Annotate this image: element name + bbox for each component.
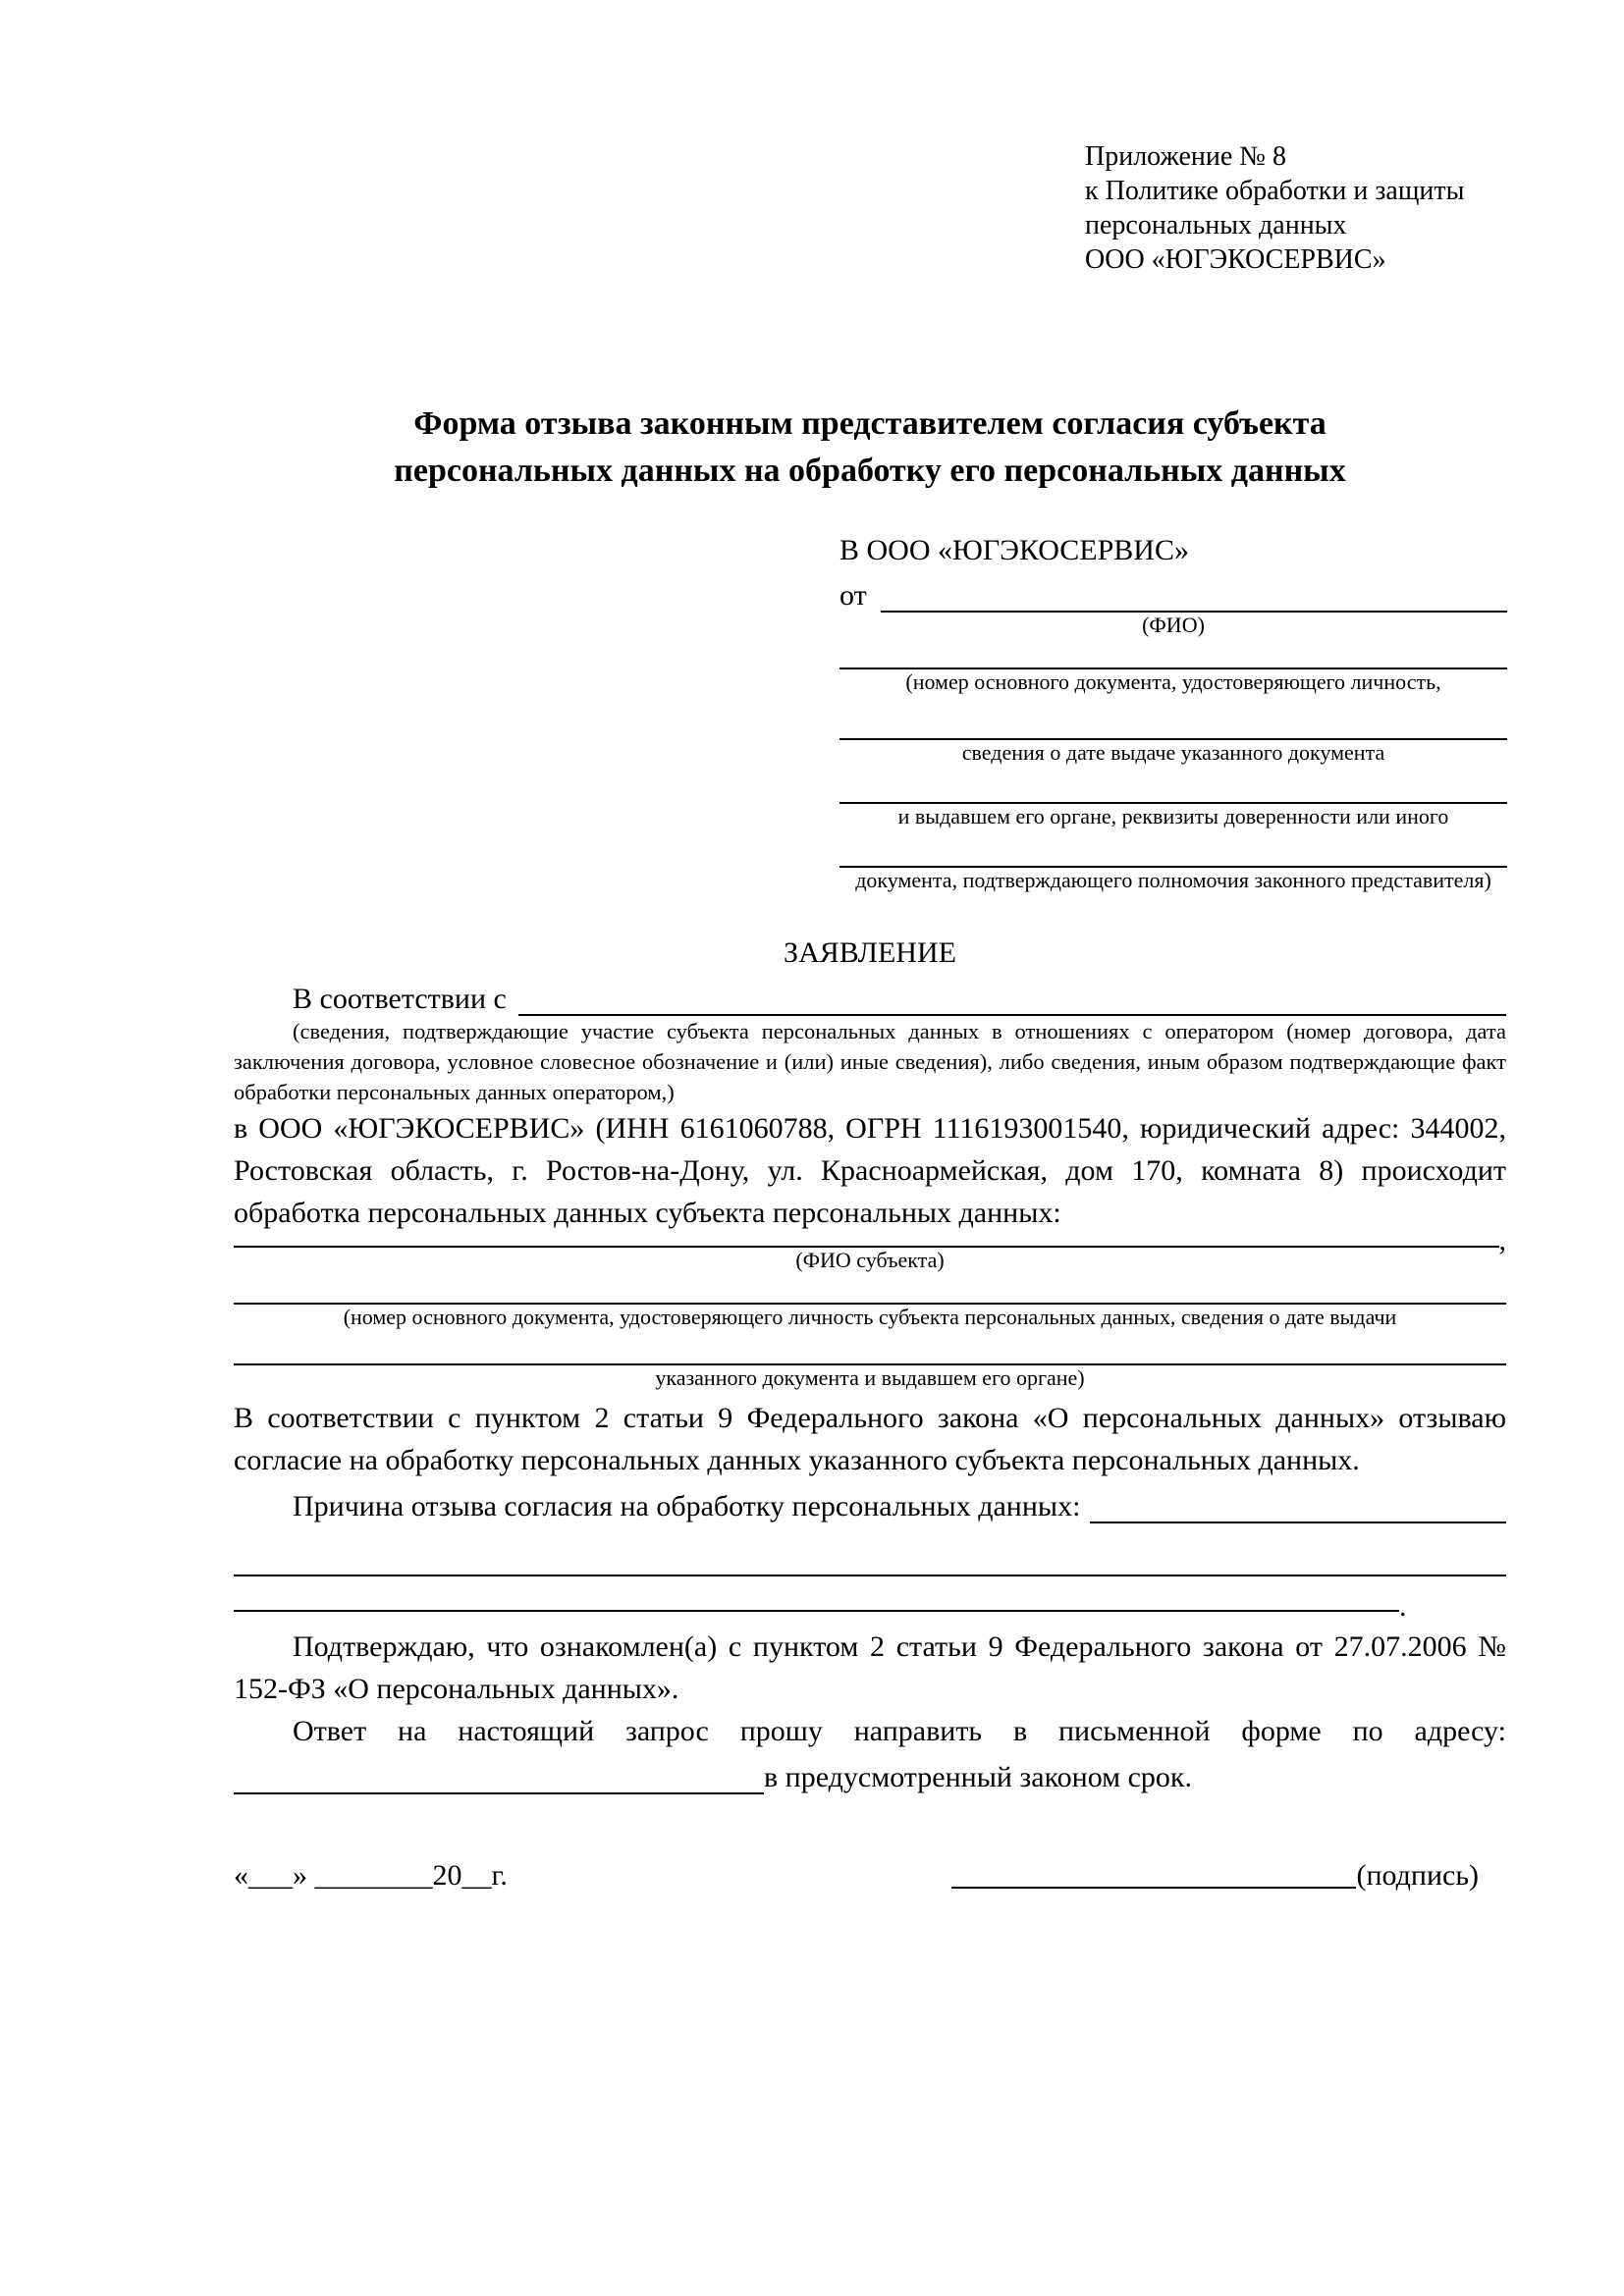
subject-doc-caption-1: (номер основного документа, удостоверяющего личность субъекта персональных данных, сведения о дате выдачи [343,1305,1397,1329]
reason-blank-line-2 [234,1571,1506,1576]
date-blank: «___» ________20__г. [234,1859,508,1892]
reply-suffix: в предусмотренный законом срок. [764,1761,1192,1793]
representative-doc-caption-1: (номер основного документа, удостоверяющего личность, [905,669,1441,694]
appendix-line-1: Приложение № 8 [1085,141,1286,172]
representative-doc-blank-line-1 [839,638,1507,669]
basis-field-row [234,974,1506,1016]
reason-blank-line-period: . [1399,1590,1407,1623]
reply-address-blank-line [234,1792,764,1794]
subject-fio-trailing-comma: , [1498,1224,1506,1256]
document-title [234,400,1506,495]
signature-group [951,1855,1479,1896]
from-label: от [839,579,867,612]
appendix-line-3: персональных данных [1085,210,1347,240]
reply-address-row [234,1752,1506,1794]
appendix-line-2: к Политике обработки и защиты [1085,176,1465,206]
reason-blank-line-3 [234,1610,1399,1612]
confirmation-paragraph: Подтверждаю, что ознакомлен(а) с пунктом 2 статьи 9 Федерального закона от 27.07.2006 № 152-ФЗ «О персональных данных». [234,1630,1506,1705]
signature-blank-line [951,1887,1356,1889]
representative-doc-caption-4: документа, подтверждающего полномочия законного представителя) [855,868,1491,892]
subject-fio-caption: (ФИО субъекта) [795,1248,945,1272]
representative-doc-caption-3: и выдавшем его органе, реквизиты доверенности или иного [897,804,1449,828]
addressee-block [839,530,1507,893]
document-title-line-1: Форма отзыва законным представителем согласия субъекта [413,405,1326,442]
representative-doc-caption-2: сведения о дате выдаче указанного документа [961,740,1385,765]
reason-label: Причина отзыва согласия на обработку персональных данных: [293,1490,1081,1522]
representative-doc-blank-line-3 [839,778,1507,804]
basis-fine-print: (сведения, подтверждающие участие субъекта персональных данных в отношениях с оператором (номер договора, дата заключения договора, условное словесное обозначение и (или) иные сведения), либо сведения, иным образом подтверждающие факт обработки персональных данных оператором,) [234,1019,1506,1104]
operator-paragraph: в ООО «ЮГЭКОСЕРВИС» (ИНН 6161060788, ОГРН 1116193001540, юридический адрес: 344002, Ростовская область, г. Ростов-на-Дону, ул. Красноармейская, дом 170, комната 8) происходит обработка персональных данных субъекта персональных данных: [234,1112,1506,1229]
subject-doc-caption-2: указанного документа и выдавшем его органе) [655,1365,1085,1390]
signature-caption: (подпись) [1356,1859,1479,1892]
appendix-block [1085,0,1506,277]
representative-doc-blank-line-2 [839,713,1507,740]
appendix-line-4: ООО «ЮГЭКОСЕРВИС» [1085,244,1386,275]
reason-field-row [234,1481,1506,1523]
subject-fio-field-row [234,1224,1506,1256]
reason-blank-line-3-row [234,1590,1506,1623]
addressee-to: В ООО «ЮГЭКОСЕРВИС» [839,534,1189,566]
reason-blank-line [1090,1522,1506,1523]
document-title-line-2: персональных данных на обработку его персональных данных [394,453,1346,489]
signature-footer [234,1855,1506,1896]
reply-request-line: Ответ на настоящий запрос прошу направить в письменной форме по адресу: [293,1715,1506,1747]
fio-caption: (ФИО) [1142,613,1205,637]
representative-doc-blank-line-4 [839,842,1507,868]
basis-label: В соответствии с [293,983,507,1015]
statement-heading: ЗАЯВЛЕНИЕ [784,936,956,969]
withdrawal-paragraph: В соответствии с пунктом 2 статьи 9 Федерального закона «О персональных данных» отзываю согласие на обработку персональных данных указанного субъекта персональных данных. [234,1402,1506,1476]
from-field-row [839,571,1507,613]
